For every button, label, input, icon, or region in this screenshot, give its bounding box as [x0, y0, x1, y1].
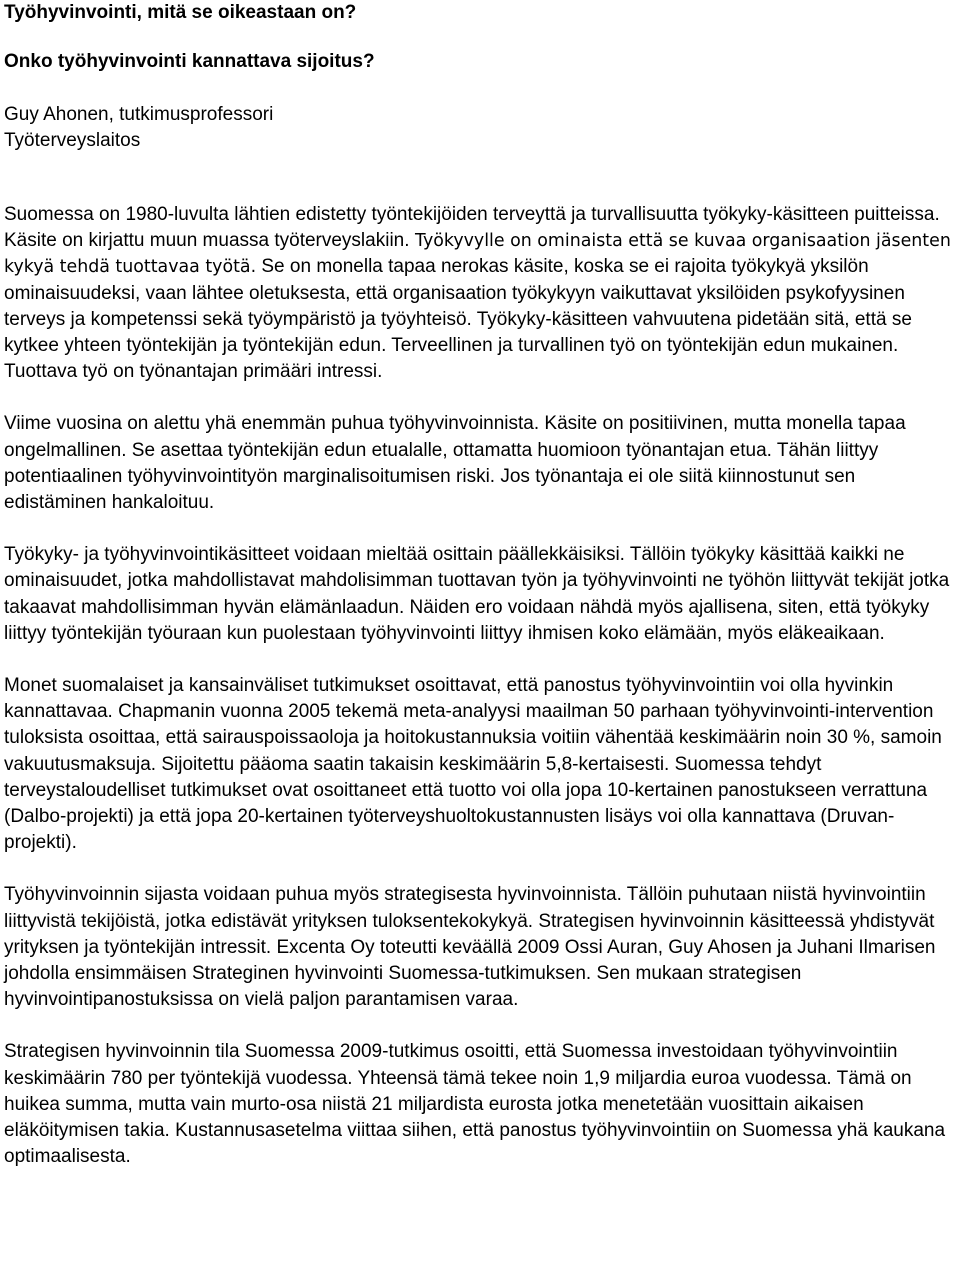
paragraph-text-segment: Suomessa on 1980-luvulta lähtien edistetty työntekijöiden terveyttä ja turvallisuutta työkyky-käsitteen puitteissa. Käsite on kirjattu muun muassa työterveyslakiin.: [4, 204, 940, 252]
author-name: Guy Ahonen, tutkimusprofessori: [4, 104, 274, 125]
document-title: Työhyvinvointi, mitä se oikeastaan on?: [4, 2, 357, 23]
paragraph: Monet suomalaiset ja kansainväliset tutkimukset osoittavat, että panostus työhyvinvointiin voi olla hyvinkin kannattavaa. Chapmanin vuonna 2005 tekemä meta-analyysi maailman 50 parhaan työhyvinvointi-intervention tuloksista osoittaa, että sairauspoissaoloja ja hoitokustannuksia voitiin vähentää keskimäärin noin 30 %, samoin vakuutusmaksuja. Sijoitettu pääoma saatin takaisin keskimäärin 5,8-kertaisesti. Suomessa tehdyt terveystaloudelliset tutkimukset ovat osoittaneet että tuotto voi olla jopa 10-kertainen panostukseen verrattuna (Dalbo-projekti) ja että jopa 20-kertainen työterveyshuoltokustannusten lisäys voi olla kannattava (Druvan-projekti).: [4, 675, 942, 854]
author-block: [4, 102, 273, 154]
paragraph: Työhyvinvoinnin sijasta voidaan puhua myös strategisesta hyvinvoinnista. Tällöin puhutaan niistä hyvinvointiin liittyvistä tekijöistä, jotka edistävät yrityksen tuloksentekokykyä. Strategisen hyvinvoinnin käsitteessä yhdistyvät yrityksen ja työntekijän intressit. Excenta Oy toteutti keväällä 2009 Ossi Auran, Guy Ahosen ja Juhani Ilmarisen johdolla ensimmäisen Strateginen hyvinvointi Suomessa-tutkimuksen. Sen mukaan strategisen hyvinvointipanostuksissa on vielä paljon parantamisen varaa.: [4, 884, 936, 1011]
document-body: [4, 202, 956, 1197]
author-organization: Työterveyslaitos: [4, 130, 141, 151]
paragraph-text-segment: Työkyvylle on ominaista että se kuvaa organisaation jäsenten kykyä tehdä tuottavaa työtä.: [4, 231, 951, 278]
paragraph-text-segment: Se on monella tapaa nerokas käsite, koska se ei rajoita työkykyä yksilön ominaisuudeksi, vaan lähtee oletuksesta, että organisaation työkykyyn vaikuttavat yksilöiden psykofyysinen terveys ja kompetenssi sekä työympäristö ja työyhteisö. Työkyky-käsitteen vahvuutena pidetään sitä, että se kytkee yhteen työntekijän ja työntekijän edun. Terveellinen ja turvallinen työ on työntekijän edun mukainen. Tuottava työ on työnantajan primääri intressi.: [4, 256, 912, 383]
paragraph: [4, 202, 956, 385]
paragraph: Viime vuosina on alettu yhä enemmän puhua työhyvinvoinnista. Käsite on positiivinen, mutta monella tapaa ongelmallinen. Se asettaa työntekijän edun etualalle, ottamatta huomioon työnantajan etua. Tähän liittyy potentiaalinen työhyvinvointityön marginalisoitumisen riski. Jos työnantaja ei ole siitä kiinnostunut sen edistäminen hankaloituu.: [4, 413, 906, 514]
paragraph: Strategisen hyvinvoinnin tila Suomessa 2009-tutkimus osoitti, että Suomessa investoidaan työhyvinvointiin keskimäärin 780 per työntekijä vuodessa. Yhteensä tämä tekee noin 1,9 miljardia euroa vuodessa. Tämä on huikea summa, mutta vain murto-osa niistä 21 miljardista eurosta jotka menetetään vuosittain aikaisen eläköitymisen takia. Kustannusasetelma viittaa siihen, että panostus työhyvinvointiin on Suomessa yhä kaukana optimaalisesta.: [4, 1041, 946, 1168]
paragraph: Työkyky- ja työhyvinvointikäsitteet voidaan mieltää osittain päällekkäisiksi. Tällöin työkyky käsittää kaikki ne ominaisuudet, jotka mahdollistavat mahdolisimman tuottavan työn ja työhyvinvointi ne työhön liittyvät tekijät jotka takaavat mahdollisimman hyvän elämänlaadun. Näiden ero voidaan nähdä myös ajallisena, siten, että työkyky liittyy työntekijän työuraan kun puolestaan työhyvinvointi liittyy ihmisen koko elämään, myös eläkeaikaan.: [4, 544, 950, 644]
document-subtitle: Onko työhyvinvointi kannattava sijoitus?: [4, 51, 375, 72]
